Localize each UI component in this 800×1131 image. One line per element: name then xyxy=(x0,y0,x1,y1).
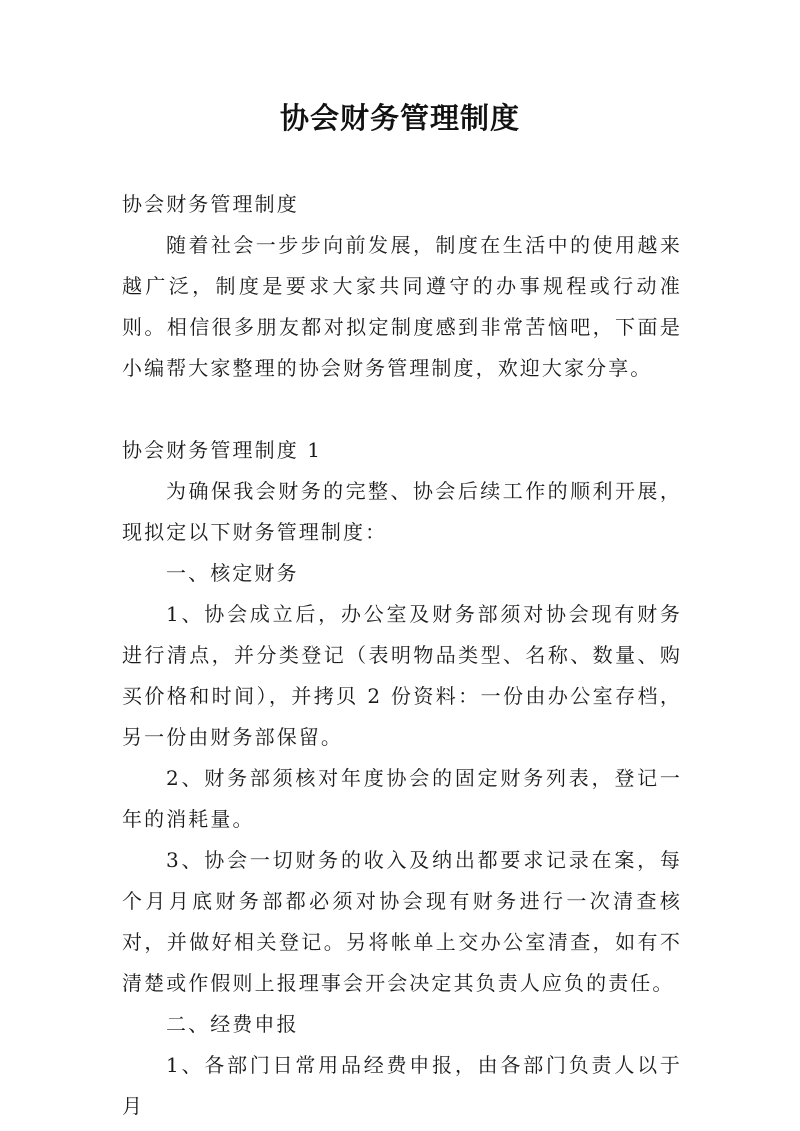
intro-paragraph: 随着社会一步步向前发展，制度在生活中的使用越来越广泛，制度是要求大家共同遵守的办事规程或行动准则。相信很多朋友都对拟定制度感到非常苦恼吧，下面是小编帮大家整理的协会财务管理制度，欢迎大家分享。 xyxy=(122,233,682,380)
document-body xyxy=(122,184,682,1127)
article-paragraph: 为确保我会财务的完整、协会后续工作的顺利开展，现拟定以下财务管理制度： xyxy=(122,479,682,544)
article-paragraph: 1、各部门日常用品经费申报，由各部门负责人以于月 xyxy=(122,1053,682,1118)
paragraph-spacer xyxy=(122,389,682,430)
article-subheading: 二、经费申报 xyxy=(166,1012,299,1036)
article-heading: 协会财务管理制度 1 xyxy=(122,438,323,462)
article-paragraph: 3、协会一切财务的收入及纳出都要求记录在案，每个月月底财务部都必须对协会现有财务进行一次清查核对，并做好相关登记。另将帐单上交办公室清查，如有不清楚或作假则上报理事会开会决定其负责人应负的责任。 xyxy=(122,848,682,995)
document-title: 协会财务管理制度 xyxy=(279,101,520,135)
article-subheading: 一、核定财务 xyxy=(166,561,299,585)
article-paragraph: 2、财务部须核对年度协会的固定财务列表，登记一年的消耗量。 xyxy=(122,766,682,831)
article-paragraph: 1、协会成立后，办公室及财务部须对协会现有财务进行清点，并分类登记（表明物品类型、名称、数量、购买价格和时间），并拷贝 2 份资料：一份由办公室存档，另一份由财务部保留。 xyxy=(122,602,682,749)
section-heading: 协会财务管理制度 xyxy=(122,192,299,216)
